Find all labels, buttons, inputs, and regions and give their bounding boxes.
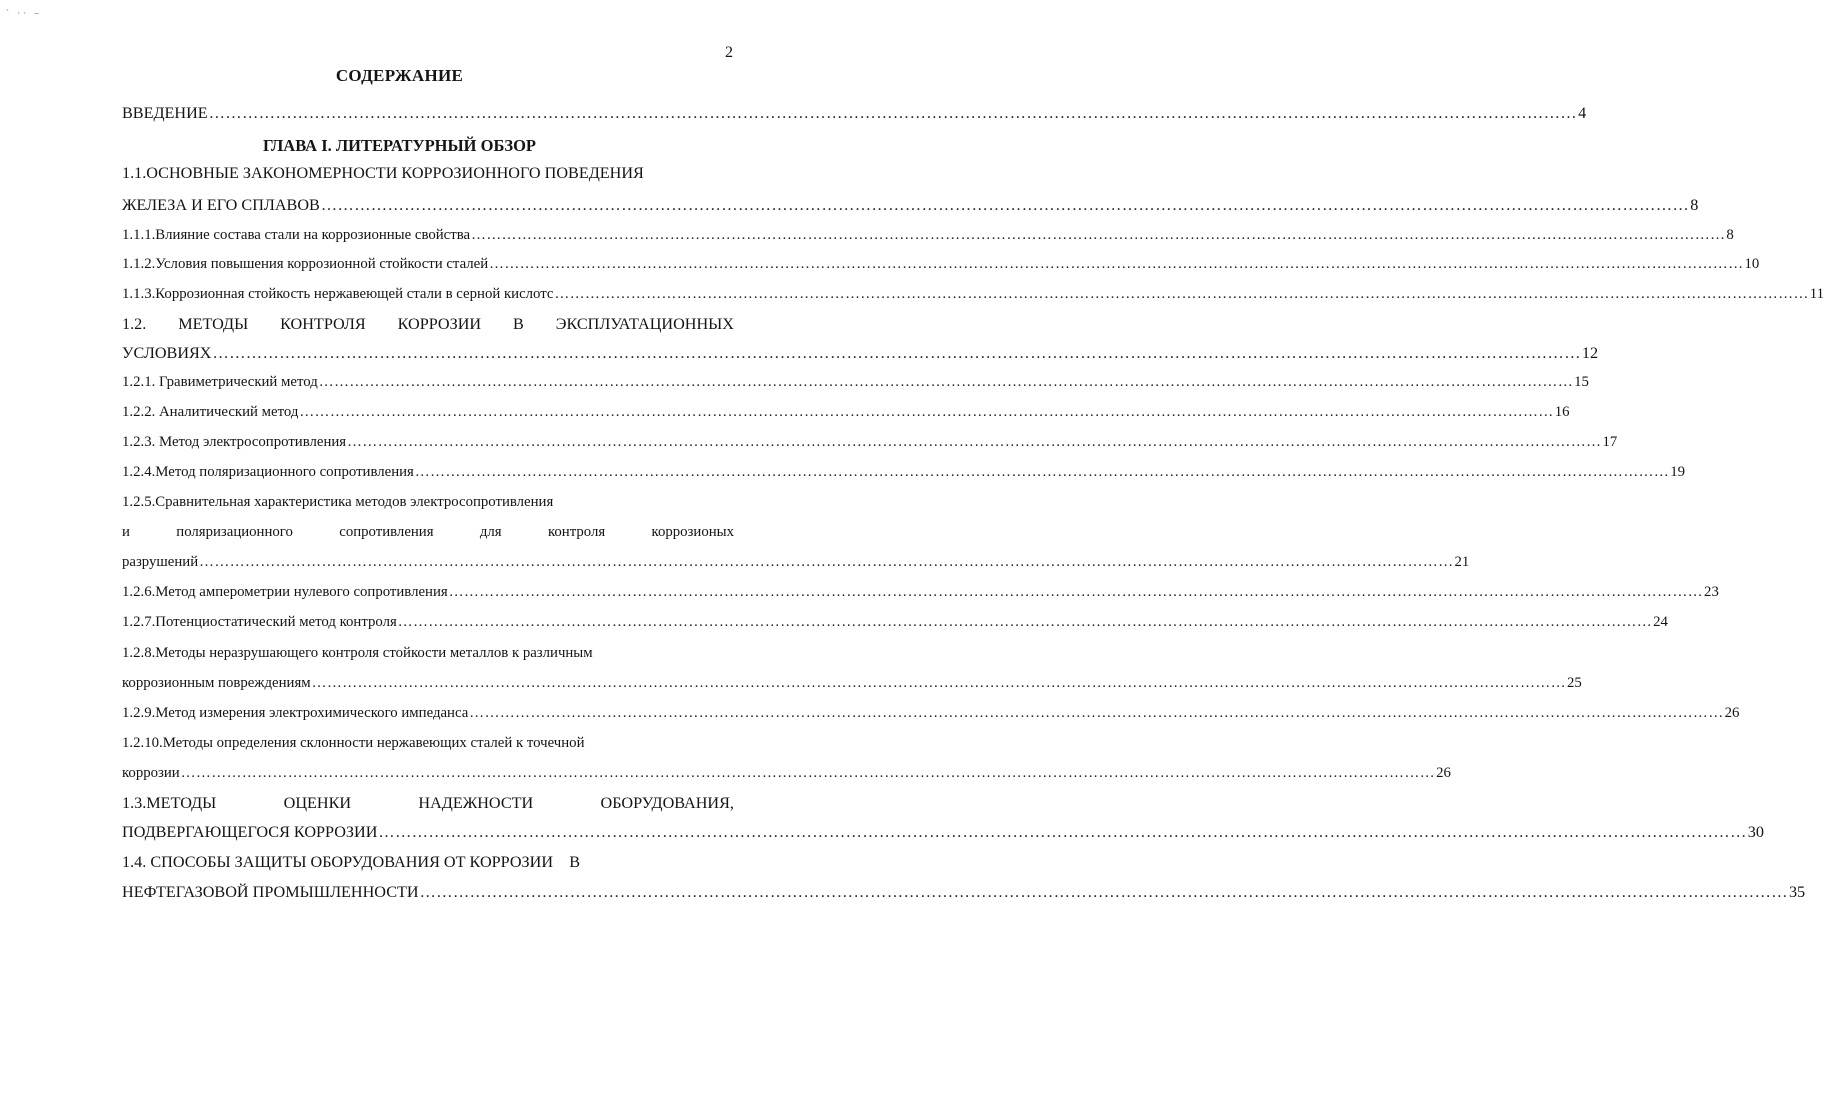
- page-number: 2: [725, 44, 733, 61]
- toc-entry-label: разрушений: [122, 554, 199, 570]
- toc-word: КОНТРОЛЯ: [280, 315, 366, 333]
- toc-entry-1-2-7[interactable]: [122, 614, 1668, 631]
- toc-entry-1-3[interactable]: [122, 823, 1764, 842]
- toc-leader-dots: …………………………………………………………………………………………………………………………………………………………………………………………………………………………: [318, 374, 1574, 390]
- toc-entry-1-2[interactable]: [122, 344, 1599, 363]
- toc-page-number: 26: [1436, 765, 1451, 781]
- toc-leader-dots: …………………………………………………………………………………………………………………………………………………………………………………………………………………………: [448, 584, 1704, 600]
- toc-entry-1-2-3[interactable]: [122, 434, 1618, 451]
- toc-page-number: 15: [1574, 374, 1589, 390]
- toc-leader-dots: …………………………………………………………………………………………………………………………………………………………………………………………………………………………: [419, 883, 1788, 901]
- toc-entry-1-2-2[interactable]: [122, 404, 1570, 421]
- toc-leader-dots: …………………………………………………………………………………………………………………………………………………………………………………………………………………………: [489, 256, 1744, 272]
- toc-entry-label: ПОДВЕРГАЮЩЕГОСЯ КОРРОЗИИ: [122, 823, 378, 841]
- toc-entry-1-2-10-line1[interactable]: 1.2.10.Методы определения склонности нержавеющих сталей к точечной: [122, 735, 585, 751]
- toc-page-number: 25: [1566, 675, 1582, 691]
- toc-word: ЭКСПЛУАТАЦИОННЫХ: [555, 315, 734, 333]
- toc-word: и: [122, 524, 130, 540]
- toc-entry-1-2-8[interactable]: [122, 675, 1582, 692]
- page-title: СОДЕРЖАНИЕ: [335, 66, 464, 85]
- toc-entry-1-1-3[interactable]: [122, 286, 1824, 303]
- toc-entry-1-3-line1[interactable]: [122, 794, 734, 813]
- toc-entry-label: 1.1.2.Условия повышения коррозионной стойкости сталей: [122, 256, 489, 272]
- toc-word: КОРРОЗИИ: [397, 315, 482, 333]
- chapter-heading: ГЛАВА I. ЛИТЕРАТУРНЫЙ ОБЗОР: [262, 136, 537, 155]
- toc-leader-dots: …………………………………………………………………………………………………………………………………………………………………………………………………………………………: [320, 196, 1690, 214]
- toc-entry-1-1[interactable]: [122, 196, 1699, 215]
- toc-entry-1-2-6[interactable]: [122, 584, 1719, 601]
- toc-entry-1-2-1[interactable]: [122, 374, 1589, 391]
- toc-entry-label: 1.2.9.Метод измерения электрохимического импеданса: [122, 705, 469, 721]
- toc-page-number: 23: [1704, 584, 1719, 600]
- toc-leader-dots: …………………………………………………………………………………………………………………………………………………………………………………………………………………………: [471, 227, 1726, 243]
- toc-page-number: 35: [1788, 883, 1806, 901]
- toc-leader-dots: …………………………………………………………………………………………………………………………………………………………………………………………………………………………: [311, 675, 1566, 691]
- toc-page-number: 21: [1454, 554, 1470, 570]
- toc-entry-1-2-10[interactable]: [122, 765, 1451, 782]
- toc-entry-1-2-line1[interactable]: [122, 315, 734, 334]
- toc-page-number: 26: [1724, 705, 1740, 721]
- toc-entry-label: ВВЕДЕНИЕ: [122, 104, 208, 122]
- toc-page-number: 30: [1747, 823, 1764, 841]
- toc-leader-dots: …………………………………………………………………………………………………………………………………………………………………………………………………………………………: [199, 554, 1454, 570]
- toc-entry-label: НЕФТЕГАЗОВОЙ ПРОМЫШЛЕННОСТИ: [122, 883, 419, 901]
- toc-entry-1-1-1[interactable]: [122, 227, 1734, 244]
- toc-leader-dots: …………………………………………………………………………………………………………………………………………………………………………………………………………………………: [554, 286, 1809, 302]
- toc-entry-label: коррозии: [122, 765, 180, 781]
- toc-leader-dots: …………………………………………………………………………………………………………………………………………………………………………………………………………………………: [378, 823, 1747, 841]
- toc-page-number: 8: [1690, 196, 1699, 214]
- toc-word: ОЦЕНКИ: [283, 794, 352, 812]
- toc-entry-label: УСЛОВИЯХ: [122, 344, 212, 362]
- toc-entry-1-2-5-line2[interactable]: [122, 524, 734, 541]
- toc-entry-label: 1.1.3.Коррозионная стойкость нержавеющей стали в серной кислотс: [122, 286, 554, 302]
- toc-entry-1-4-line1[interactable]: 1.4. СПОСОБЫ ЗАЩИТЫ ОБОРУДОВАНИЯ ОТ КОРРОЗИИ В: [122, 853, 581, 871]
- toc-leader-dots: …………………………………………………………………………………………………………………………………………………………………………………………………………………………: [397, 614, 1653, 630]
- toc-word: сопротивления: [339, 524, 434, 540]
- toc-word: 1.3.МЕТОДЫ: [122, 794, 217, 812]
- toc-entry-label: 1.1.1.Влияние состава стали на коррозионные свойства: [122, 227, 471, 243]
- toc-entry-label: 1.2.4.Метод поляризационного сопротивления: [122, 464, 414, 480]
- toc-entry-1-2-8-line1[interactable]: 1.2.8.Методы неразрушающего контроля стойкости металлов к различным: [122, 645, 593, 661]
- toc-entry-label: 1.2.2. Аналитический метод: [122, 404, 299, 420]
- toc-entry-label: 1.2.3. Метод электросопротивления: [122, 434, 347, 450]
- toc-word: контроля: [547, 524, 606, 540]
- toc-entry-label: коррозионным повреждениям: [122, 675, 311, 691]
- toc-entry-1-2-5[interactable]: [122, 554, 1470, 571]
- toc-leader-dots: …………………………………………………………………………………………………………………………………………………………………………………………………………………………: [212, 344, 1581, 362]
- toc-word: 1.2.: [122, 315, 147, 333]
- toc-word: В: [513, 315, 524, 333]
- toc-entry-1-2-4[interactable]: [122, 464, 1686, 481]
- toc-page-number: 24: [1653, 614, 1668, 630]
- toc-page-number: 8: [1726, 227, 1734, 243]
- toc-leader-dots: …………………………………………………………………………………………………………………………………………………………………………………………………………………………: [208, 104, 1578, 122]
- toc-word: ОБОРУДОВАНИЯ,: [600, 794, 734, 812]
- toc-entry-1-2-5-line1[interactable]: 1.2.5.Сравнительная характеристика методов электросопротивления: [122, 494, 554, 510]
- scan-corner-marks: ` ·· –: [6, 8, 42, 18]
- toc-leader-dots: …………………………………………………………………………………………………………………………………………………………………………………………………………………………: [299, 404, 1554, 420]
- toc-entry-1-1-2[interactable]: [122, 256, 1760, 273]
- toc-word: МЕТОДЫ: [178, 315, 249, 333]
- toc-leader-dots: …………………………………………………………………………………………………………………………………………………………………………………………………………………………: [414, 464, 1670, 480]
- toc-page-number: 10: [1744, 256, 1760, 272]
- toc-page-number: 11: [1809, 286, 1824, 302]
- toc-chapter-entries: [122, 0, 1824, 1105]
- toc-page-number: 12: [1581, 344, 1599, 362]
- toc-word: поляризационного: [176, 524, 293, 540]
- toc-page-number: 4: [1578, 104, 1587, 122]
- toc-entry-label: ЖЕЛЕЗА И ЕГО СПЛАВОВ: [122, 196, 320, 214]
- toc-leader-dots: …………………………………………………………………………………………………………………………………………………………………………………………………………………………: [180, 765, 1436, 781]
- toc-entry-label: 1.2.7.Потенциостатический метод контроля: [122, 614, 397, 630]
- toc-entry-label: 1.2.1. Гравиметрический метод: [122, 374, 318, 390]
- toc-leader-dots: …………………………………………………………………………………………………………………………………………………………………………………………………………………………: [469, 705, 1724, 721]
- toc-entry-1-1-line1[interactable]: 1.1.ОСНОВНЫЕ ЗАКОНОМЕРНОСТИ КОРРОЗИОННОГО ПОВЕДЕНИЯ: [122, 164, 644, 182]
- toc-page-number: 16: [1554, 404, 1570, 420]
- toc-entry-1-2-9[interactable]: [122, 705, 1740, 722]
- toc-leader-dots: …………………………………………………………………………………………………………………………………………………………………………………………………………………………: [347, 434, 1602, 450]
- toc-page-number: 17: [1602, 434, 1618, 450]
- toc-entry-label: 1.2.6.Метод амперометрии нулевого сопротивления: [122, 584, 448, 600]
- toc-entry-1-4[interactable]: [122, 883, 1806, 902]
- toc-word: для: [479, 524, 502, 540]
- toc-word: коррозионых: [651, 524, 734, 540]
- toc-page-number: 19: [1670, 464, 1686, 480]
- toc-word: НАДЕЖНОСТИ: [418, 794, 534, 812]
